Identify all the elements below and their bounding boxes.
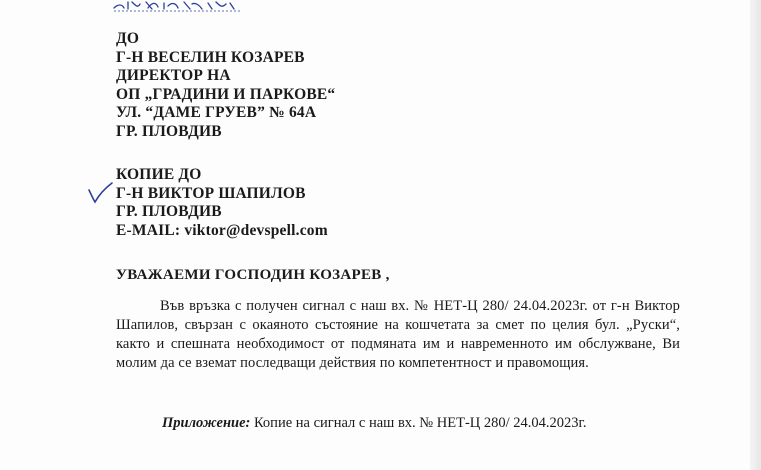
body-line: както и спешната необходимост от подмяната им и навременното им обслужване, Ви: [116, 336, 680, 352]
addressee-line-name: Г-Н ВЕСЕЛИН КОЗАРЕВ: [116, 48, 305, 66]
handwritten-check-icon: [86, 181, 114, 205]
body-line: молим да се вземат последващи действия по компетентност и правомощия.: [116, 355, 589, 371]
copy-to-heading: КОПИЕ ДО: [116, 166, 202, 183]
email-label: E-MAIL:: [116, 221, 181, 239]
addressee-block: [116, 30, 335, 141]
copy-to-block: [116, 166, 328, 240]
handwritten-registration-mark: [112, 0, 247, 14]
email-address: viktor@devspell.com: [184, 221, 328, 239]
appendix-label: Приложение:: [162, 415, 251, 431]
appendix-text: Копие на сигнал с наш вх. № НЕТ-Ц 280/ 24.04.2023г.: [253, 415, 587, 431]
appendix-line: [162, 415, 586, 432]
addressee-line-city: ГР. ПЛОВДИВ: [116, 122, 222, 140]
addressee-line-street: УЛ. “ДАМЕ ГРУЕВ” № 64А: [116, 104, 317, 121]
copy-to-email-line: [116, 222, 328, 241]
scan-edge-shadow: [750, 0, 761, 470]
addressee-line-organization: ОП „ГРАДИНИ И ПАРКОВЕ“: [116, 85, 336, 103]
addressee-line-to: ДО: [116, 30, 140, 47]
addressee-line-title: ДИРЕКТОР НА: [116, 67, 231, 84]
letter-body: [116, 297, 680, 373]
salutation: УВАЖАЕМИ ГОСПОДИН КОЗАРЕВ ,: [116, 267, 390, 283]
copy-to-city: ГР. ПЛОВДИВ: [116, 203, 222, 220]
body-line: Във връзка с получен сигнал с наш вх. № НЕТ-Ц 280/ 24.04.2023г. от г-н Виктор: [160, 298, 680, 314]
copy-to-name: Г-Н ВИКТОР ШАПИЛОВ: [116, 184, 306, 202]
body-line: Шапилов, свързан с окаяното състояние на кошчетата за смет по целия бул. „Руски“,: [116, 317, 680, 333]
